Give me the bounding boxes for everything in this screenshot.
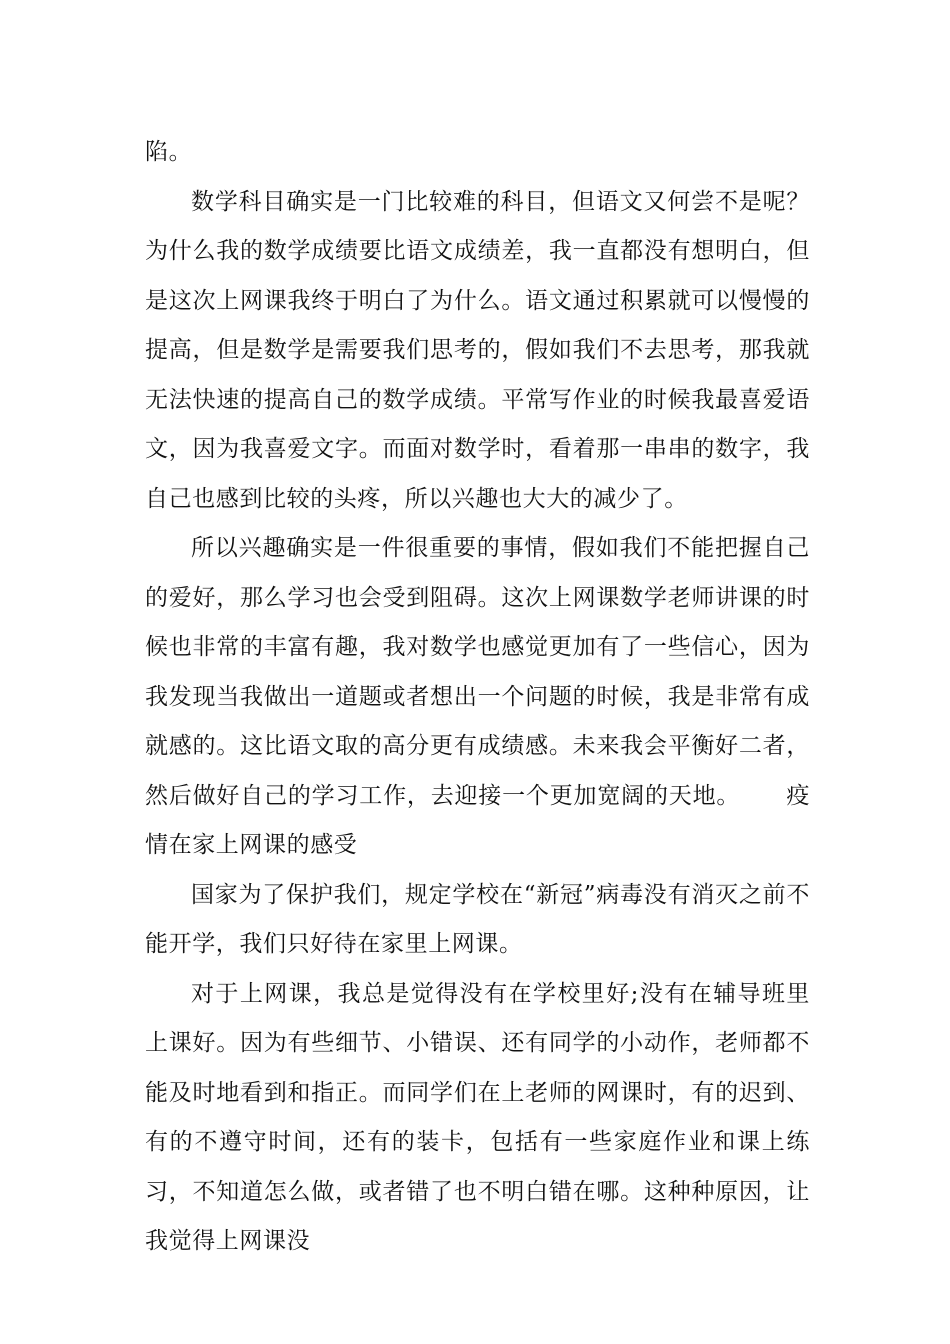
document-body	[145, 128, 810, 1267]
paragraph-online-class: 对于上网课，我总是觉得没有在学校里好;没有在辅导班里上课好。因为有些细节、小错误、还有同学的小动作，老师都不能及时地看到和指正。而同学们在上老师的网课时，有的迟到、有的不遵守时间，还有的装卡，包括有一些家庭作业和课上练习，不知道怎么做，或者错了也不明白错在哪。这种种原因，让我觉得上网课没	[145, 980, 810, 1254]
section-title: 疫情在家上网课的感受	[145, 782, 810, 858]
paragraph-interest-text: 所以兴趣确实是一件很重要的事情，假如我们不能把握自己的爱好，那么学习也会受到阻碍。这次上网课数学老师讲课的时候也非常的丰富有趣，我对数学也感觉更加有了一些信心，因为我发现当我做出一道题或者想出一个问题的时候，我是非常有成就感的。这比语文取的高分更有成绩感。未来我会平衡好二者，然后做好自己的学习工作，去迎接一个更加宽阔的天地。	[145, 535, 810, 809]
paragraph-math-difficulty: 数学科目确实是一门比较难的科目，但语文又何尝不是呢？为什么我的数学成绩要比语文成绩差，我一直都没有想明白，但是这次上网课我终于明白了为什么。语文通过积累就可以慢慢的提高，但是数学是需要我们思考的，假如我们不去思考，那我就无法快速的提高自己的数学成绩。平常写作业的时候我最喜爱语文，因为我喜爱文字。而面对数学时，看着那一串串的数字，我自己也感到比较的头疼，所以兴趣也大大的减少了。	[145, 188, 810, 512]
paragraph-interest	[145, 524, 810, 871]
paragraph-national-policy: 国家为了保护我们，规定学校在“新冠”病毒没有消灭之前不能开学，我们只好待在家里上网课。	[145, 881, 810, 957]
paragraph-continuation: 陷。	[145, 139, 193, 165]
